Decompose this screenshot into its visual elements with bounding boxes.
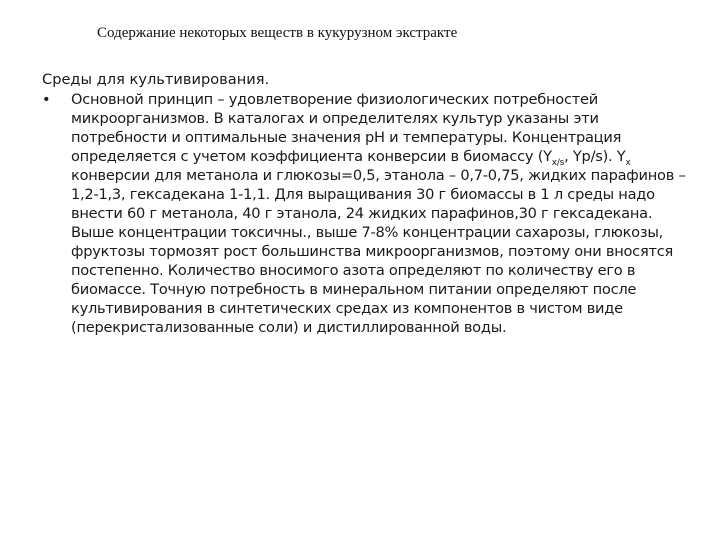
bullet-text-part-1: Основной принцип – удовлетворение физиологических потребностей микроорганизмов. В каталогах и определителях культур указаны эти потребности и оптимальные значения рН и температуры. Концентрация определяется с учетом коэффициента конверсии в биомассу (Y (71, 91, 622, 165)
bullet-text-part-2: , Yp/s). Y (564, 148, 626, 165)
slide-content (42, 70, 692, 337)
subscript-xs: x/s (551, 157, 565, 168)
bullet-item (42, 90, 692, 337)
bullet-marker: • (42, 91, 51, 108)
subscript-x: x (625, 157, 631, 168)
slide-caption: Содержание некоторых веществ в кукурузном экстракте (97, 25, 458, 41)
section-heading: Среды для культивирования. (42, 71, 270, 88)
bullet-text (71, 91, 686, 336)
bullet-text-part-3: конверсии для метанола и глюкозы=0,5, этанола – 0,7-0,75, жидких парафинов – 1,2-1,3, гексадекана 1-1,1. Для выращивания 30 г биомассы в 1 л среды надо внести 60 г метанола, 40 г этанола, 24 жидких парафинов,30 г гексадекана. Выше концентрации токсичны., выше 7-8% концентрации сахарозы, глюкозы, фруктозы тормозят рост большинства микроорганизмов, поэтому они вносятся постепенно. Количество вносимого азота определяют по количеству его в биомассе. Точную потребность в минеральном питании определяют после культивирования в синтетических средах из компонентов в чистом виде (перекристализованные соли) и дистиллированной воды. (71, 167, 686, 336)
